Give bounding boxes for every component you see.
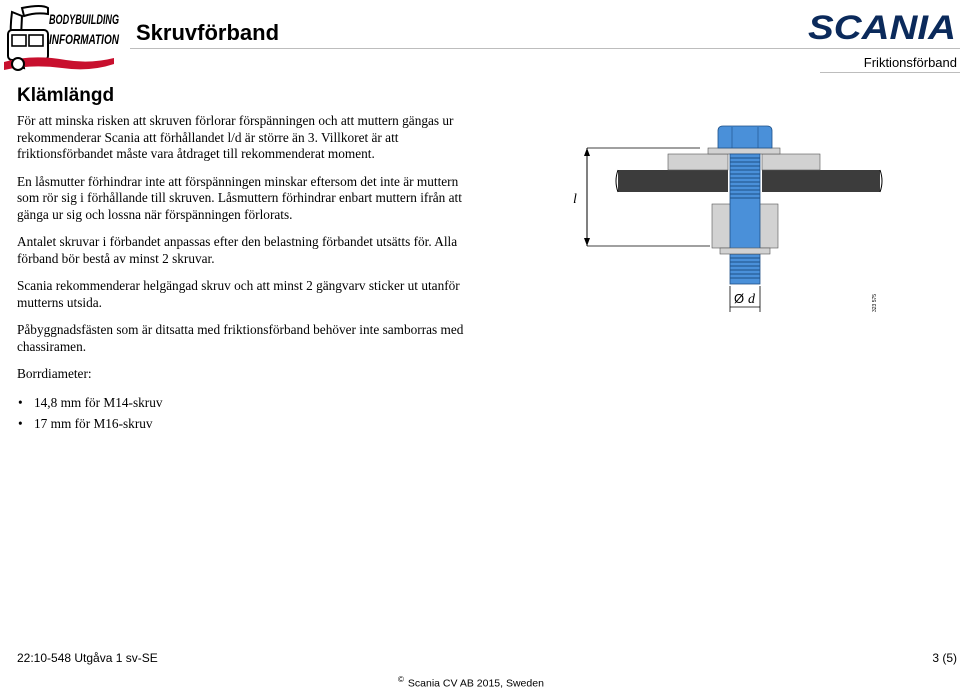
drill-diameter-list [17,395,477,433]
drill-diameter-label: Borrdiameter: [17,366,92,381]
bracket-plate-right [762,154,820,170]
paragraph: Påbyggnadsfästen som är ditsatta med friktionsförband behöver inte samborras med chassiramen. [17,322,464,354]
bullet-icon: • [18,416,23,431]
brand-wordmark: SCANIA [808,9,956,47]
arrow-up-icon [584,148,590,156]
paragraph: En låsmutter förhindrar inte att förspänningen minskar eftersom det inte är muttern som rör sig i förhållande till skruven. Låsmuttern förhindrar enbart muttern ifrån att gänga ur sig och lossna när förspänningen förlorats. [17,173,462,222]
arrow-down-icon [584,238,590,246]
length-label: l [573,192,577,207]
logo-line-1: BODYBUILDING [49,12,120,27]
chassis-frame-left [618,170,728,192]
nut [720,248,770,254]
section-divider [820,72,960,73]
list-item-text: 17 mm för M16-skruv [34,416,153,431]
paragraph: Antalet skruvar i förbandet anpassas efter den belastning förbandet utsätts för. Alla förband bör bestå av minst 2 skruvar. [17,234,458,266]
section-heading: Klämlängd [17,85,115,106]
frame-edge-left [616,170,618,192]
chassis-frame-right [762,170,880,192]
list-item [17,416,477,433]
body-text [17,113,477,438]
figure-reference-number: 323 575 [872,293,878,312]
diameter-symbol: Ø [734,291,745,306]
bolt-head [718,126,772,148]
list-item-text: 14,8 mm för M14-skruv [34,394,163,410]
page-number: 3 (5) [932,651,957,665]
header-divider [130,48,960,49]
copyright-symbol: © [398,675,404,684]
copyright-notice [398,675,544,690]
bodybuilding-information-logo [2,2,120,76]
logo-line-2: INFORMATION [49,32,120,47]
scania-logo [808,8,958,47]
list-item [17,395,477,412]
diameter-label: d [748,292,755,307]
bracket-plate-left [668,154,728,170]
paragraph: För att minska risken att skruven förlorar förspänningen och att muttern gängas ur rekommenderar Scania att förhållandet l/d är större än 3. Villkoret är att friktionsförbandet måste vara åtdraget till rekommenderat moment. [17,113,454,161]
paragraph: Scania rekommenderar helgängad skruv och att minst 2 gängvarv sticker ut utanför mutterns utsida. [17,278,460,310]
washer [708,148,780,154]
page-title: Skruvförband [136,20,280,45]
bolt-shank [730,154,760,284]
copyright-text: Scania CV AB 2015, Sweden [407,677,544,690]
frame-edge-right [880,170,882,192]
bullet-icon: • [18,394,23,410]
friction-joint-diagram [570,122,890,322]
document-id: 22:10-548 Utgåva 1 sv-SE [17,651,158,665]
section-name: Friktionsförband [863,55,957,70]
